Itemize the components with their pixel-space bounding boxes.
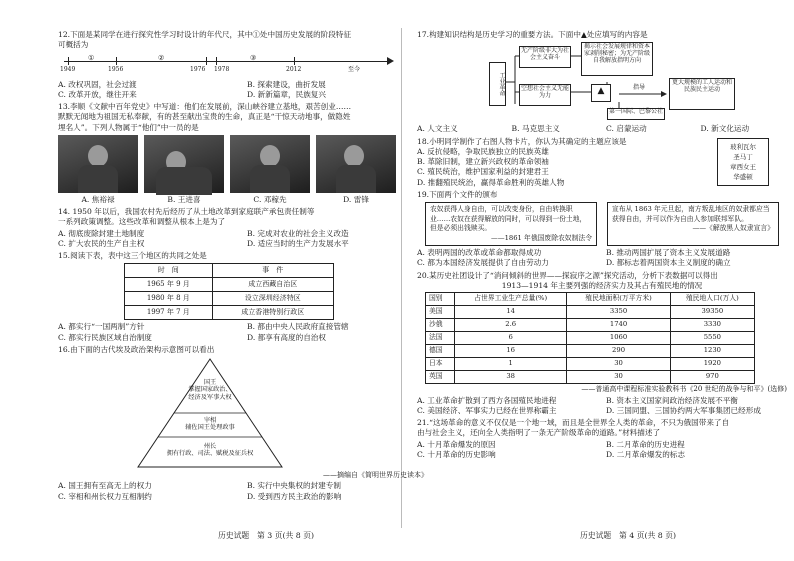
q16-source: ——摘编自《简明世界历史读本》 bbox=[323, 471, 428, 479]
question-17 bbox=[417, 30, 787, 135]
table-row bbox=[125, 278, 334, 292]
caption-a[interactable]: A. 焦裕禄 bbox=[81, 194, 115, 204]
doc-usa bbox=[607, 202, 779, 246]
option-c[interactable]: C. 美国经济、军事实力已经在世界称霸主 bbox=[417, 405, 557, 415]
question-21 bbox=[417, 418, 787, 460]
table-header bbox=[426, 293, 755, 306]
option-a[interactable]: A. 国王拥有至高无上的权力 bbox=[58, 481, 152, 491]
option-d[interactable]: D. 受到西方民主政治的影响 bbox=[247, 491, 342, 501]
q16-stem: 16.由下面的古代埃及政治架构示意图可以看出 bbox=[58, 344, 215, 354]
year-label: 至今 bbox=[348, 65, 361, 73]
photo-captions bbox=[58, 195, 428, 205]
header-cell: 殖民地人口(万人) bbox=[670, 293, 754, 306]
table-row: 沙俄 2.6 1740 3330 bbox=[426, 319, 755, 332]
egypt-pyramid-diagram bbox=[136, 357, 284, 469]
option-d[interactable]: D. 都标志着两国资本主义制度的确立 bbox=[606, 258, 731, 268]
tier-governor: 州长 拥有行政、司法、赋税及征兵权 bbox=[166, 443, 254, 458]
option-b[interactable]: B. 都由中央人民政府直接管辖 bbox=[247, 322, 349, 332]
person-name: 章西女王 bbox=[730, 163, 756, 172]
q18-stem: 18.小明同学制作了右图人物卡片，你认为其确定的主题应该是 bbox=[417, 136, 627, 146]
question-20 bbox=[417, 271, 787, 416]
question-19 bbox=[417, 190, 787, 269]
box-utopian-socialism: 空想社会主义无能为力 bbox=[519, 84, 571, 106]
timeline bbox=[58, 53, 428, 77]
q14-options bbox=[58, 229, 428, 250]
knowledge-structure-diagram bbox=[487, 42, 737, 122]
documents bbox=[425, 202, 787, 246]
doc-text: 宣布从 1863 年元旦起，南方叛乱地区的奴隶都应当获得自由，并可以作为自由人参加联邦军队。 bbox=[612, 205, 770, 223]
year-label: 2012 bbox=[286, 65, 302, 73]
tier-vizier: 宰相 辅佐国王处理政事 bbox=[185, 417, 235, 432]
q12-options bbox=[58, 80, 428, 101]
table-cell: 成立香港特别行政区 bbox=[212, 306, 333, 320]
powers-table bbox=[425, 292, 755, 384]
option-c[interactable]: C. 都为本国经济发展提供了自由劳动力 bbox=[417, 258, 549, 268]
option-b[interactable]: B. 二月革命的历史进程 bbox=[606, 439, 685, 449]
option-c[interactable]: C. 殖民统治，维护国家利益的封建君王 bbox=[417, 167, 549, 177]
doc-text: 农奴获得人身自由，可以改变身份，自由转换职业……农奴在获得解放的同时，可以得到一份土地，但是必须出钱赎买。 bbox=[430, 205, 587, 233]
marker-3: ③ bbox=[250, 53, 257, 62]
option-c[interactable]: C. 宰相和州长权力互相制约 bbox=[58, 491, 152, 501]
option-a[interactable]: A. 都实行“一国两制”方针 bbox=[58, 322, 145, 332]
q21-stem-2: 由与社会主义，还向全人类指明了一条无产阶级革命的道路。”材料描述了 bbox=[417, 428, 661, 438]
option-d[interactable]: D. 三国同盟、三国协约两大军事集团已经形成 bbox=[606, 405, 761, 415]
q14-stem: 14. 1950 年以后，我国农村先后经历了从土地改革到家庭联产承包责任制等 bbox=[58, 207, 315, 216]
person-name: 玻利瓦尔 bbox=[730, 143, 756, 151]
table-cell: 设立深圳经济特区 bbox=[212, 292, 333, 306]
q15-options bbox=[58, 322, 428, 343]
table-row: 美国 14 3350 39350 bbox=[426, 306, 755, 319]
option-a[interactable]: A. 人文主义 bbox=[417, 124, 458, 134]
option-b[interactable]: B. 资本主义国家间政治经济发展不平衡 bbox=[606, 395, 738, 405]
year-label: 1976 bbox=[190, 65, 206, 73]
box-placeholder: ▲ bbox=[591, 84, 611, 102]
q13-stem-3: 埋名人”。下列人物属于“他们”中一员的是 bbox=[58, 122, 199, 132]
marker-1: ① bbox=[88, 53, 95, 62]
option-d[interactable]: D. 二月革命爆发的标志 bbox=[606, 449, 685, 459]
option-a[interactable]: A. 改权巩固，社会过渡 bbox=[58, 79, 137, 89]
option-b[interactable]: B. 探索建设，曲折发展 bbox=[247, 79, 326, 89]
table-row: 日本 1 30 1920 bbox=[426, 358, 755, 371]
option-b[interactable]: B. 完成对农业的社会主义改造 bbox=[247, 228, 349, 238]
table-row bbox=[125, 306, 334, 320]
right-column bbox=[417, 30, 787, 462]
option-c[interactable]: C. 都实行民族区域自治制度 bbox=[58, 332, 152, 342]
q19-options bbox=[417, 248, 787, 269]
question-16 bbox=[58, 345, 428, 502]
option-b[interactable]: B. 马克思主义 bbox=[511, 124, 560, 134]
box-workers-movement: 更大规模的工人运动和民族民主运动 bbox=[669, 78, 735, 110]
question-15 bbox=[58, 251, 428, 343]
q17-options bbox=[417, 124, 787, 134]
header-cell: 占世界工业生产总量(%) bbox=[454, 293, 566, 306]
table-cell: 1980 年 8 月 bbox=[125, 292, 213, 306]
q20-options bbox=[417, 396, 787, 417]
box-first-international: 第一国际、巴黎公社 bbox=[607, 108, 665, 120]
option-d[interactable]: D. 新文化运动 bbox=[700, 124, 750, 134]
person-name: 圣马丁 bbox=[733, 153, 753, 162]
q14-stem-2: 一系列政策调整。这些改革和调整从根本上是为了 bbox=[58, 217, 226, 227]
portrait-photos bbox=[58, 135, 428, 193]
header-cell: 事 件 bbox=[212, 264, 333, 278]
caption-c[interactable]: C. 邓稼先 bbox=[253, 194, 287, 204]
header-cell: 时 间 bbox=[125, 264, 213, 278]
option-a[interactable]: A. 表明两国的改革或革命都取得成功 bbox=[417, 248, 542, 258]
table-cell: 成立西藏自治区 bbox=[212, 278, 333, 292]
person-card bbox=[717, 138, 769, 186]
year-label: 1949 bbox=[60, 65, 76, 73]
q13-stem-2: 默默无闻地为祖国无私奉献，有的甚至献出宝贵的生命，真正是“干惊天动地事，做隐姓 bbox=[58, 112, 351, 122]
portrait-photo-a bbox=[58, 135, 138, 193]
q13-stem: 13.李顺《文献中百年党史》中写道：他们在发展前，深山峡谷建立基地，艰苦创业…… bbox=[58, 102, 352, 111]
option-c[interactable]: C. 扩大农民的生产自主权 bbox=[58, 238, 145, 248]
option-a[interactable]: A. 彻底废除封建土地制度 bbox=[58, 228, 145, 238]
table-title: 1913—1914 年主要列强的经济实力及其占有殖民地的情况 bbox=[501, 280, 703, 290]
person-name: 华盛顿 bbox=[733, 173, 753, 182]
option-c[interactable]: C. 十月革命的历史影响 bbox=[417, 449, 496, 459]
portrait-photo-b bbox=[144, 135, 224, 193]
table-row bbox=[125, 292, 334, 306]
q21-options bbox=[417, 440, 787, 461]
q15-stem: 15.阅读下表，表中这三个地区的共同之处是 bbox=[58, 251, 207, 260]
label-guide: 指导 bbox=[633, 84, 646, 92]
events-table bbox=[124, 263, 334, 320]
caption-d[interactable]: D. 雷锋 bbox=[343, 194, 369, 204]
box-marx-theory: 揭示社会发展规律和资本家剥削秘密；为无产阶级自我解放指明方向 bbox=[581, 42, 653, 76]
option-b[interactable]: B. 推动两国扩展了资本主义发展道路 bbox=[606, 248, 731, 258]
question-14 bbox=[58, 207, 428, 249]
q17-stem: 17.构建知识结构是历史学习的重要方法。下面中▲处应填写的内容是 bbox=[417, 30, 648, 39]
table-cell: 1997 年 7 月 bbox=[125, 306, 213, 320]
table-cell: 1965 年 9 月 bbox=[125, 278, 213, 292]
table-header bbox=[125, 264, 334, 278]
q20-source: ——普通高中课程标准实验教科书《20 世纪的战争与和平》(选修) bbox=[581, 385, 787, 394]
q20-stem: 20.某历史社团设计了“消问倾斜的世界——探寂序之源”探究活动，分析下表数据可以得出 bbox=[417, 270, 718, 280]
doc-russia bbox=[425, 202, 597, 246]
q18-options bbox=[417, 147, 707, 188]
marker-2: ② bbox=[158, 53, 165, 62]
page-footer-left: 历史试题 第 3 页(共 8 页) bbox=[218, 531, 315, 540]
box-industrial-revolution: 工业革命 bbox=[489, 62, 506, 106]
year-label: 1978 bbox=[214, 65, 230, 73]
option-d[interactable]: D. 推翻殖民统治，赢得革命胜利的英雄人物 bbox=[417, 177, 565, 187]
option-d[interactable]: D. 都享有高度的自治权 bbox=[247, 332, 326, 342]
table-row: 德国 16 290 1230 bbox=[426, 345, 755, 358]
option-c[interactable]: C. 改革开放，继往开来 bbox=[58, 89, 137, 99]
option-d[interactable]: D. 新新篇章，民族复兴 bbox=[247, 89, 326, 99]
year-label: 1956 bbox=[108, 65, 124, 73]
q16-options bbox=[58, 481, 428, 502]
option-b[interactable]: B. 革除旧制，建立新兴政权的革命领袖 bbox=[417, 157, 549, 166]
box-proletariat: 无产阶级非大为社会主义奋斗 bbox=[519, 46, 571, 68]
left-column bbox=[58, 30, 428, 504]
question-13 bbox=[58, 102, 428, 205]
tier-king: 国王 掌握国家政治、 经济及军事大权 bbox=[188, 379, 232, 401]
option-a[interactable]: A. 十月革命爆发的原因 bbox=[417, 439, 496, 449]
option-d[interactable]: D. 适应当时的生产力发展水平 bbox=[247, 238, 349, 248]
option-c[interactable]: C. 启蒙运动 bbox=[606, 124, 647, 134]
portrait-photo-c bbox=[230, 135, 310, 193]
option-a[interactable]: A. 工业革命扩散到了西方各国殖民地进程 bbox=[417, 395, 557, 405]
option-b[interactable]: B. 实行中央集权的封建专制 bbox=[247, 481, 341, 491]
option-a[interactable]: A. 反抗侵略，争取民族独立的民族英雄 bbox=[417, 146, 549, 156]
q12-stem-2: 可概括为 bbox=[58, 40, 89, 50]
arrow-icon bbox=[387, 57, 394, 65]
header-cell: 殖民地面积(万平方米) bbox=[567, 293, 670, 306]
q21-stem: 21.“这场革命的意义不仅仅是一个地一域，而且是全世界全人类的革命，不只为俄国带来了自 bbox=[417, 418, 730, 427]
q19-stem: 19.下面两个文件的颁布 bbox=[417, 189, 498, 199]
doc-source: ——《解放黑人奴隶宣言》 bbox=[692, 224, 774, 233]
doc-source: ——1861 年俄国废除农奴制法令 bbox=[490, 233, 592, 242]
header-cell: 国别 bbox=[426, 293, 455, 306]
question-12 bbox=[58, 30, 428, 100]
q12-stem: 12.下面是某同学在进行探究性学习时设计的年代尺，其中①处中国历史发展的阶段特征 bbox=[58, 30, 352, 39]
table-row: 英国 38 30 970 bbox=[426, 371, 755, 384]
page-footer-right: 历史试题 第 4 页(共 8 页) bbox=[580, 531, 677, 540]
table-row: 法国 6 1060 5550 bbox=[426, 332, 755, 345]
portrait-photo-d bbox=[316, 135, 396, 193]
caption-b[interactable]: B. 王进喜 bbox=[167, 194, 201, 204]
